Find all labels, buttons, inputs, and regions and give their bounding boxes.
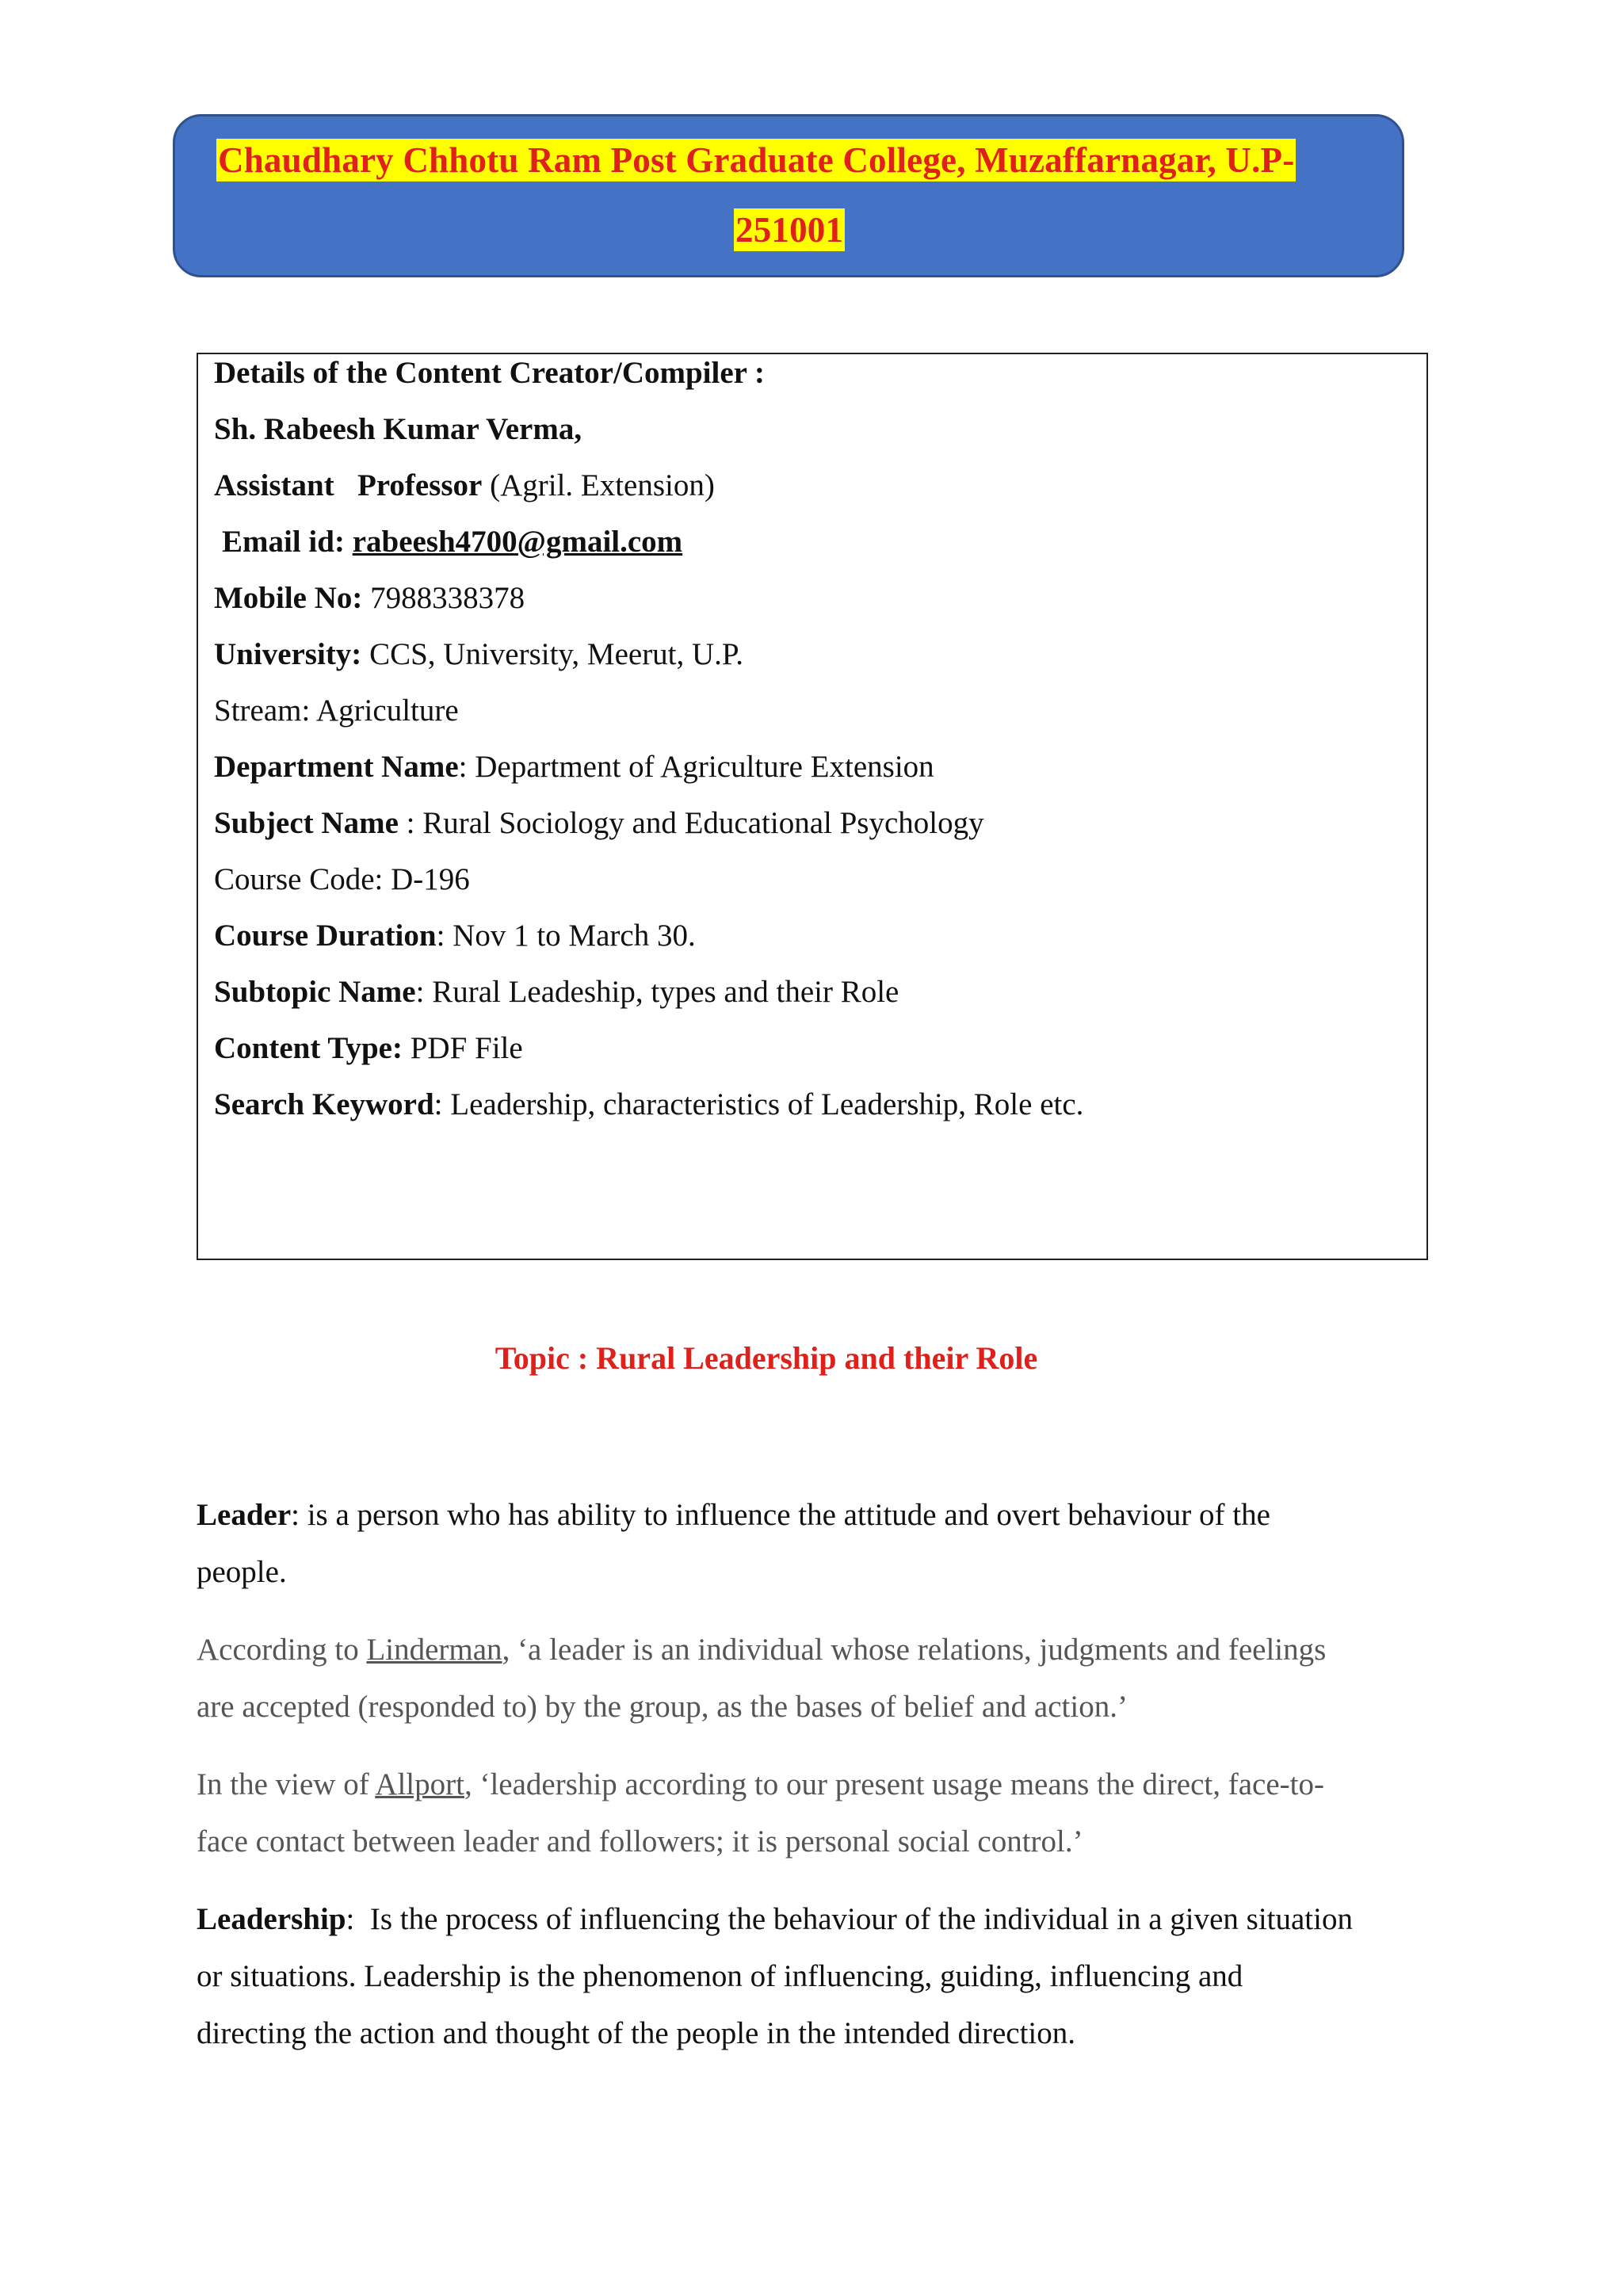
linderman-prefix: According to: [197, 1633, 367, 1667]
department-row: [214, 748, 934, 786]
mobile-label: Mobile No:: [214, 581, 363, 615]
leadership-label: Leadership: [197, 1902, 346, 1936]
creator-name: Sh. Rabeesh Kumar Verma,: [214, 412, 582, 446]
subtopic-label: Subtopic Name: [214, 975, 416, 1009]
university-row: [214, 636, 743, 674]
college-banner: [173, 114, 1404, 277]
content-type-label: Content Type:: [214, 1031, 403, 1065]
designation-value: (Agril. Extension): [482, 468, 715, 502]
duration-row: [214, 917, 696, 955]
allport-prefix: In the view of: [197, 1767, 376, 1801]
topic-heading: Topic : Rural Leadership and their Role: [495, 1340, 1038, 1376]
leadership-definition-line-3: directing the action and thought of the people in the intended direction.: [197, 2016, 1076, 2050]
subject-value: : Rural Sociology and Educational Psychology: [398, 806, 984, 840]
keyword-label: Search Keyword: [214, 1087, 434, 1121]
email-row: [222, 523, 682, 561]
email-label: Email id:: [222, 525, 353, 559]
course-code-row: Course Code: D-196: [214, 862, 470, 896]
college-title-line-2: 251001: [735, 210, 844, 250]
subject-row: [214, 804, 984, 842]
university-value: CCS, University, Meerut, U.P.: [361, 637, 744, 671]
allport-link[interactable]: Allport: [375, 1767, 464, 1801]
leader-text-1: : is a person who has ability to influence the attitude and overt behaviour of the: [291, 1498, 1270, 1532]
leader-definition-line-2: people.: [197, 1555, 287, 1589]
allport-text-1: , ‘leadership according to our present usage means the direct, face-to-: [464, 1767, 1324, 1801]
duration-value: : Nov 1 to March 30.: [436, 919, 696, 953]
allport-quote-line-1: [197, 1756, 1324, 1813]
university-label: University:: [214, 637, 362, 671]
leader-label: Leader: [197, 1498, 292, 1532]
allport-quote-line-2: face contact between leader and followers; it is personal social control.’: [197, 1824, 1083, 1859]
mobile-value: 7988338378: [362, 581, 525, 615]
duration-label: Course Duration: [214, 919, 437, 953]
subject-label: Subject Name: [214, 806, 399, 840]
stream-row: Stream: Agriculture: [214, 693, 459, 728]
college-title-line-1: Chaudhary Chhotu Ram Post Graduate College, Muzaffarnagar, U.P-: [218, 140, 1295, 180]
email-link[interactable]: rabeesh4700@gmail.com: [352, 525, 683, 559]
content-type-row: [214, 1030, 523, 1068]
designation-label: Assistant Professor: [214, 468, 483, 502]
content-type-value: PDF File: [402, 1031, 523, 1065]
keyword-value: : Leadership, characteristics of Leadership, Role etc.: [433, 1087, 1084, 1121]
leader-definition-line-1: [197, 1487, 1270, 1544]
linderman-text-1: , ‘a leader is an individual whose relations, judgments and feelings: [502, 1633, 1327, 1667]
linderman-link[interactable]: Linderman: [366, 1633, 502, 1667]
designation-row: [214, 467, 715, 505]
department-label: Department Name: [214, 750, 459, 784]
leadership-definition-line-1: [197, 1891, 1353, 1948]
linderman-quote-line-1: [197, 1622, 1326, 1679]
subtopic-value: : Rural Leadeship, types and their Role: [415, 975, 899, 1009]
leadership-text-1: : Is the process of influencing the behaviour of the individual in a given situation: [346, 1902, 1353, 1936]
linderman-quote-line-2: are accepted (responded to) by the group, as the bases of belief and action.’: [197, 1690, 1128, 1724]
details-heading: Details of the Content Creator/Compiler :: [214, 356, 765, 390]
leadership-definition-line-2: or situations. Leadership is the phenomenon of influencing, guiding, influencing and: [197, 1959, 1243, 1993]
mobile-row: [214, 579, 525, 617]
creator-details-box: [197, 353, 1428, 1260]
subtopic-row: [214, 973, 899, 1011]
department-value: : Department of Agriculture Extension: [458, 750, 934, 784]
keyword-row: [214, 1086, 1083, 1124]
